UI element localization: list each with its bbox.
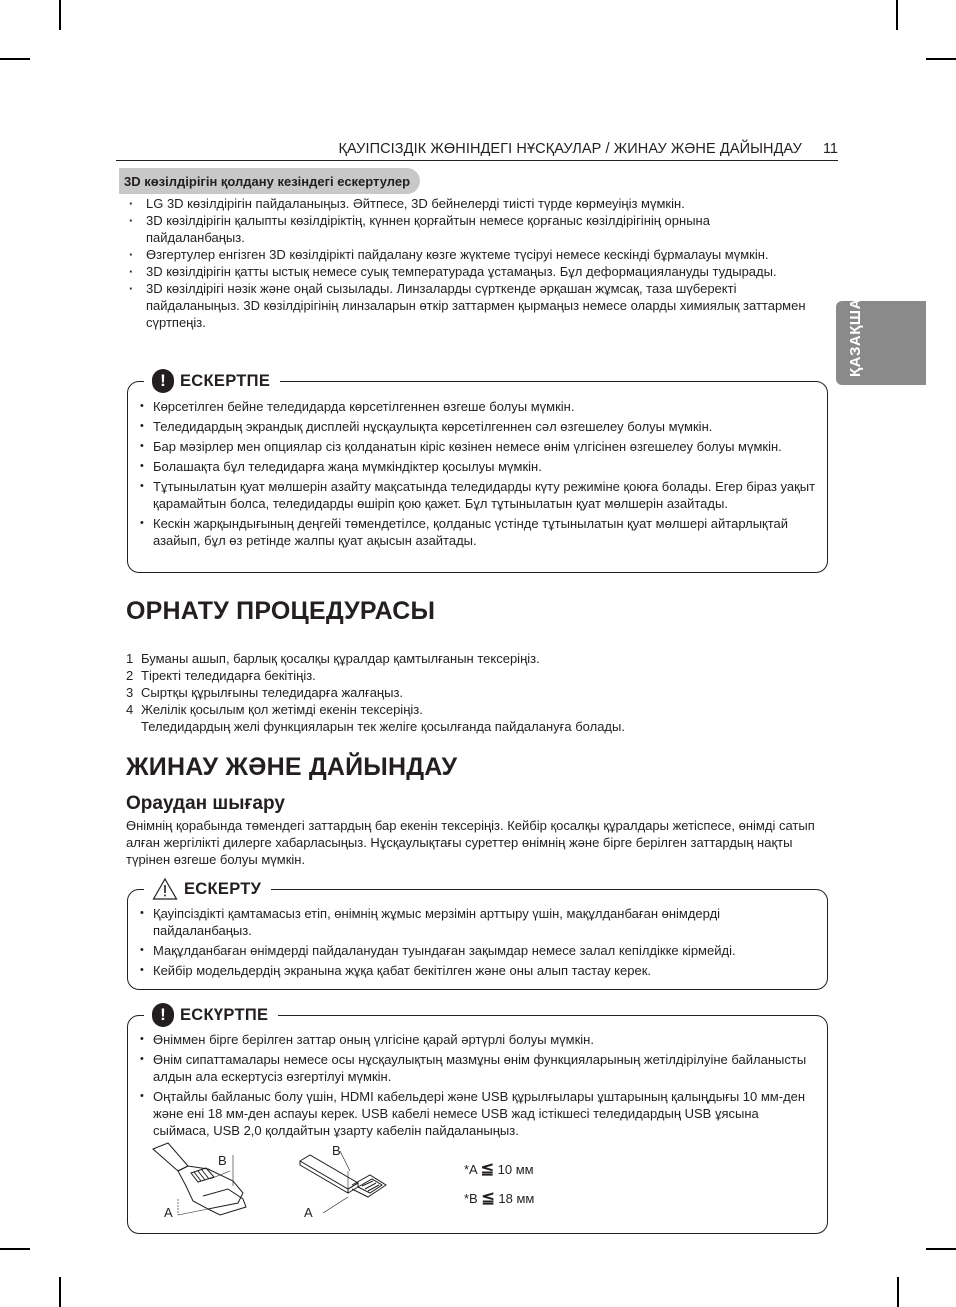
- language-tab: [836, 298, 926, 385]
- dimension-label-a: A: [304, 1205, 313, 1220]
- step-item: 4 Желілік қосылым қол жетімді екенін тексеріңіз.: [126, 702, 423, 717]
- less-equal-symbol: ≦: [481, 1190, 495, 1207]
- note-list: [138, 398, 817, 552]
- assembly-heading: ЖИНАУ ЖӘНЕ ДАЙЫНДАУ: [126, 753, 458, 781]
- install-heading: ОРНАТУ ПРОЦЕДУРАСЫ: [126, 597, 436, 625]
- list-item: • Өнім сипаттамалары немесе осы нұсқаулықтың мазмұны өнім функцияларының жетілдірілуіне байланысты алдын ала ескертусіз өзгертілуі мүмкін.: [138, 1051, 817, 1085]
- less-equal-symbol: ≦: [480, 1161, 495, 1178]
- list-item: · Өзгертулер енгізген 3D көзілдірікті пайдалану көзге жүктеме түсіруі немесе кескінді бұрмалауы мүмкін.: [126, 246, 806, 263]
- hdmi-connector-illustration: [148, 1141, 268, 1221]
- exclamation-icon: !: [152, 369, 174, 393]
- note-box: [127, 371, 828, 573]
- dimension-label-a: A: [164, 1205, 173, 1220]
- dimension-limit-b: *B ≦ 18 мм: [464, 1190, 535, 1207]
- list-item: • Болашақта бұл теледидарға жаңа мүмкіндіктер қосылуы мүмкін.: [138, 458, 817, 475]
- dimension-limit-a: *A ≦ 10 мм: [464, 1161, 534, 1178]
- header-title: ҚАУІПСІЗДІК ЖӨНІНДЕГІ НҰСҚАУЛАР / ЖИНАУ ЖӘНЕ ДАЙЫНДАУ: [338, 141, 802, 157]
- caution-label: ЕСКЕРТУ: [184, 879, 262, 898]
- section-badge-3d-glasses: 3D көзілдірігін қолдану кезіндегі ескертулер: [119, 168, 420, 194]
- crop-mark: [896, 0, 898, 30]
- note-list: [138, 1031, 817, 1142]
- 3d-glasses-list: [126, 195, 806, 331]
- note-label: ЕСКЕРТПЕ: [180, 371, 271, 390]
- usb-stick-illustration: [288, 1141, 408, 1221]
- step-item: 3 Сыртқы құрылғыны теледидарға жалғаңыз.: [126, 685, 404, 700]
- list-item: • Көрсетілген бейне теледидарда көрсетілгеннен өзгеше болуы мүмкін.: [138, 398, 817, 415]
- step-item: 2 Тіректі теледидарға бекітіңіз.: [126, 668, 316, 683]
- list-item: • Оңтайлы байланыс болу үшін, HDMI кабельдері және USB құрылғылары ұштарының қалыңдығы 10 мм-ден және ені 18 мм-ден аспауы керек. USB кабелі немесе USB жад істікшесі теледидардың USB ұясына сыймаса, USB 2,0 қолдайтын ұзарту кабелін пайдаланыңыз.: [138, 1088, 817, 1139]
- list-item: • Тұтынылатын қуат мөлшерін азайту мақсатында теледидарды күту режиміне қоюға болады. Егер біраз уақыт қарамайтын болса, теледидарды өшіріп қою қажет. Бұл тұтынылатын қуат мөлшерін азайтады.: [138, 478, 817, 512]
- step-item: 1 Буманы ашып, барлық қосалқы құралдар қамтылғанын тексеріңіз.: [126, 651, 540, 666]
- caution-box-header: [144, 876, 271, 902]
- crop-mark: [59, 0, 61, 30]
- dimension-label-b: B: [218, 1153, 227, 1168]
- exclamation-icon: !: [152, 1003, 174, 1027]
- page-header: [116, 141, 838, 161]
- crop-mark: [926, 58, 956, 60]
- dimension-label-b: B: [332, 1143, 341, 1158]
- unpacking-paragraph: Өнімнің қорабында төмендегі заттардың бар екенін тексеріңіз. Кейбір қосалқы құралдары жетіспесе, өнімді сатып алған жергілікті дилерге хабарласыңыз. Нұсқаулықтағы суреттер өнімнің және бірге берілген заттардың нақты түрінен өзгеше болуы мүмкін.: [126, 818, 815, 867]
- crop-mark: [897, 1277, 899, 1307]
- list-item: • Кескін жарқындығының деңгейі төмендетілсе, қолданыс үстінде тұтынылатын қуат мөлшері айтарлықтай азайып, бұл өз ретінде жалпы қуат ақысын азайтады.: [138, 515, 817, 549]
- caution-box: [127, 879, 828, 990]
- crop-mark: [0, 58, 30, 60]
- list-item: • Өніммен бірге берілген заттар оның үлгісіне қарай әртүрлі болуы мүмкін.: [138, 1031, 817, 1048]
- list-item: • Бар мәзірлер мен опциялар сіз қолданатын кіріс көзінен немесе өнім үлгісінен өзгешелеу болуы мүмкін.: [138, 438, 817, 455]
- note-box-header: [144, 1002, 278, 1028]
- warning-triangle-icon: [152, 877, 178, 901]
- list-item: • Мақұлданбаған өнімдерді пайдаланудан туындаған зақымдар немесе залал кепілдікке кірмейді.: [138, 942, 817, 959]
- list-item: · LG 3D көзілдірігін пайдаланыңыз. Әйтпесе, 3D бейнелерді тиісті түрде көрмеуіңіз мүмкін.: [126, 195, 806, 212]
- crop-mark: [0, 1248, 30, 1250]
- language-tab-label: ҚАЗАҚША: [847, 298, 864, 377]
- note-box-header: [144, 368, 280, 394]
- list-item: • Теледидардың экрандық дисплейі нұсқаулықта көрсетілгеннен сәл өзгешелеу болуы мүмкін.: [138, 418, 817, 435]
- step-item: Теледидардың желі функцияларын тек желіге қосылғанда пайдалануға болады.: [141, 719, 625, 734]
- list-item: · 3D көзілдірігін қатты ыстық немесе суық температурада ұстамаңыз. Бұл деформациялануды тудырады.: [126, 263, 806, 280]
- list-item: · 3D көзілдірігін қалыпты көзілдіріктің, күннен қорғайтын немесе қорғаныс көзілдірігінің орнына пайдаланбаңыз.: [126, 212, 806, 246]
- note-label: ЕСКҮРТПЕ: [180, 1005, 269, 1024]
- list-item: · 3D көзілдірігі нәзік және оңай сызылады. Линзаларды сүрткенде әрқашан жұмсақ, таза шүберекті пайдаланыңыз. 3D көзілдірігінің линзаларын өткір заттармен қырмаңыз немесе оларды химиялық заттармен сүртпеңіз.: [126, 280, 806, 331]
- crop-mark: [926, 1248, 956, 1250]
- page-number: 11: [822, 141, 838, 157]
- caution-list: [138, 905, 817, 982]
- note-box: [127, 1005, 828, 1234]
- crop-mark: [59, 1277, 61, 1307]
- list-item: • Кейбір модельдердің экранына жұқа қабат бекітілген және оны алып тастау керек.: [138, 962, 817, 979]
- unpacking-subheading: Ораудан шығару: [126, 793, 285, 814]
- install-steps: [126, 650, 625, 735]
- list-item: • Қауіпсіздікті қамтамасыз етіп, өнімнің жұмыс мерзімін арттыру үшін, мақұлданбаған өнімдерді пайдаланбаңыз.: [138, 905, 817, 939]
